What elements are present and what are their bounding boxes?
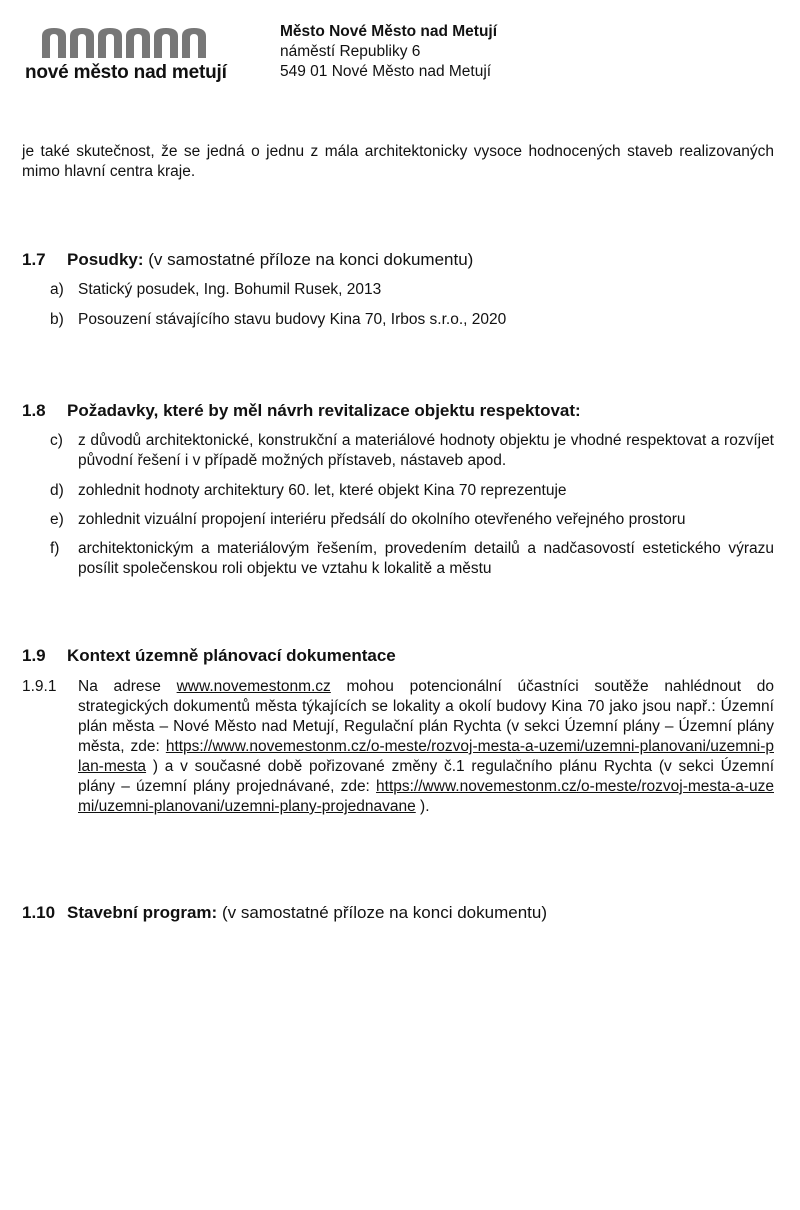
list-item: [50, 481, 774, 501]
section-title: Posudky:: [67, 250, 144, 269]
section-1-7-heading: [22, 250, 473, 270]
list-item-text: zohlednit vizuální propojení interiéru předsálí do okolního otevřeného veřejného prostoru: [78, 511, 686, 528]
section-title: Požadavky, které by měl návrh revitalizace objektu respektovat:: [67, 401, 581, 420]
text-segment: Na adrese: [78, 678, 177, 695]
list-marker: a): [50, 281, 64, 298]
list-item: [50, 510, 774, 530]
org-name: Město Nové Město nad Metují: [280, 23, 498, 40]
zoning-plan-link[interactable]: https://www.novemestonm.cz/o-meste/rozvoj-mesta-a-uzemi/uzemni-planovani/uzemni-plan-mesta: [78, 738, 774, 775]
intro-paragraph: je také skutečnost, že se jedná o jednu z mála architektonicky vysoce hodnocených staveb realizovaných mimo hlavní centra kraje.: [22, 143, 774, 180]
text-segment: mohou potencionální účastníci soutěže nahlédnout do strategických dokumentů města týkajících se lokality a okolí budovy Kina 70 jako jsou např.: Územní plán města – Nové Město nad Metují, Regulační plán Rychta (v sekci Územní plány – Územní plány města, zde:: [78, 678, 774, 755]
list-item: [50, 310, 774, 330]
list-marker: f): [50, 540, 60, 557]
subsection-1-9-1: [22, 677, 774, 817]
logo-graphic: [22, 22, 222, 62]
subsection-text: [78, 677, 774, 817]
text-segment: ).: [415, 798, 430, 815]
section-note: (v samostatné příloze na konci dokumentu): [148, 250, 474, 269]
section-1-9-heading: [22, 646, 396, 666]
list-item-text: z důvodů architektonické, konstrukční a materiálové hodnoty objektu je vhodné respektovat a rozvíjet původní řešení i v případě možných přístaveb, nástaveb apod.: [78, 432, 774, 469]
section-number: 1.8: [22, 401, 46, 420]
plans-under-review-link[interactable]: https://www.novemestonm.cz/o-meste/rozvoj-mesta-a-uzemi/uzemni-planovani/uzemni-plany-projednavane: [78, 778, 774, 815]
list-item: [50, 539, 774, 579]
list-item-text: architektonickým a materiálovým řešením, provedením detailů a nadčasovostí estetického výrazu posílit společenskou roli objektu ve vztahu k lokalitě a městu: [78, 540, 774, 577]
text-segment: ) a v současné době pořizované změny č.1 regulačního plánu Rychta (v sekci Územní plány – územní plány projednávané, zde:: [78, 758, 774, 795]
list-marker: d): [50, 482, 64, 499]
website-link[interactable]: www.novemestonm.cz: [176, 678, 331, 695]
section-number: 1.9: [22, 646, 46, 665]
org-street: náměstí Republiky 6: [280, 43, 421, 60]
section-number: 1.7: [22, 250, 46, 269]
list-marker: b): [50, 311, 64, 328]
list-item: [50, 431, 774, 471]
list-item-text: zohlednit hodnoty architektury 60. let, které objekt Kina 70 reprezentuje: [78, 482, 567, 499]
org-city: 549 01 Nové Město nad Metují: [280, 63, 492, 80]
list-item-text: Posouzení stávajícího stavu budovy Kina 70, Irbos s.r.o., 2020: [78, 311, 507, 328]
header-address: [280, 22, 497, 82]
section-note: (v samostatné příloze na konci dokumentu): [221, 903, 547, 922]
section-1-10-heading: [22, 903, 547, 923]
list-item: [50, 280, 774, 300]
section-1-8-heading: [22, 401, 581, 421]
list-marker: c): [50, 432, 63, 449]
subsection-number: 1.9.1: [22, 678, 57, 695]
city-logo: [22, 22, 242, 86]
section-title: Stavební program:: [67, 903, 218, 922]
list-marker: e): [50, 511, 64, 528]
list-item-text: Statický posudek, Ing. Bohumil Rusek, 2013: [78, 281, 382, 298]
section-number: 1.10: [22, 903, 56, 922]
logo-text: nové město nad metují: [25, 62, 227, 83]
section-title: Kontext územně plánovací dokumentace: [67, 646, 396, 665]
